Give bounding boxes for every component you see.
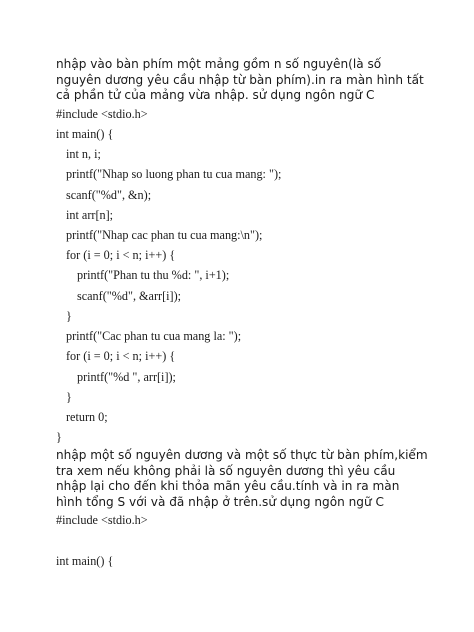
code-line: int arr[n]; [66, 208, 114, 222]
code-line: int main() { [56, 554, 114, 568]
question-paragraph-2: nhập một số nguyên dương và một số thực từ bàn phím,kiểm tra xem nếu không phải là số nguyên dương thì yêu cầu nhập lại cho đến khi thỏa mãn yêu cầu.tính và in ra màn hình tổng S với và đã nhập ở trên.sử dụng ngôn ngữ C [56, 448, 428, 509]
code-line: printf("Nhap so luong phan tu cua mang: "); [66, 167, 282, 181]
code-line: #include <stdio.h> [56, 513, 148, 527]
code-line: for (i = 0; i < n; i++) { [66, 248, 176, 262]
code-line: for (i = 0; i < n; i++) { [66, 349, 176, 363]
code-line: #include <stdio.h> [56, 107, 148, 121]
code-line: int main() { [56, 127, 114, 141]
code-line: return 0; [66, 410, 108, 424]
code-line: } [66, 390, 72, 404]
code-line: printf("Phan tu thu %d: ", i+1); [77, 268, 230, 282]
code-line: int n, i; [66, 147, 101, 161]
code-line: scanf("%d", &n); [66, 188, 152, 202]
code-line: } [66, 309, 72, 323]
code-line: printf("%d ", arr[i]); [77, 370, 176, 384]
question-paragraph-1: nhập vào bàn phím một mảng gồm n số nguyên(là số nguyên dương yêu cầu nhập từ bàn phím).in ra màn hình tất cả phần tử của mảng vừa nhập. sử dụng ngôn ngữ C [56, 57, 424, 103]
code-line: } [56, 430, 62, 444]
code-line: printf("Nhap cac phan tu cua mang:\n"); [66, 228, 263, 242]
code-line: printf("Cac phan tu cua mang la: "); [66, 329, 242, 343]
code-line: scanf("%d", &arr[i]); [77, 289, 182, 303]
